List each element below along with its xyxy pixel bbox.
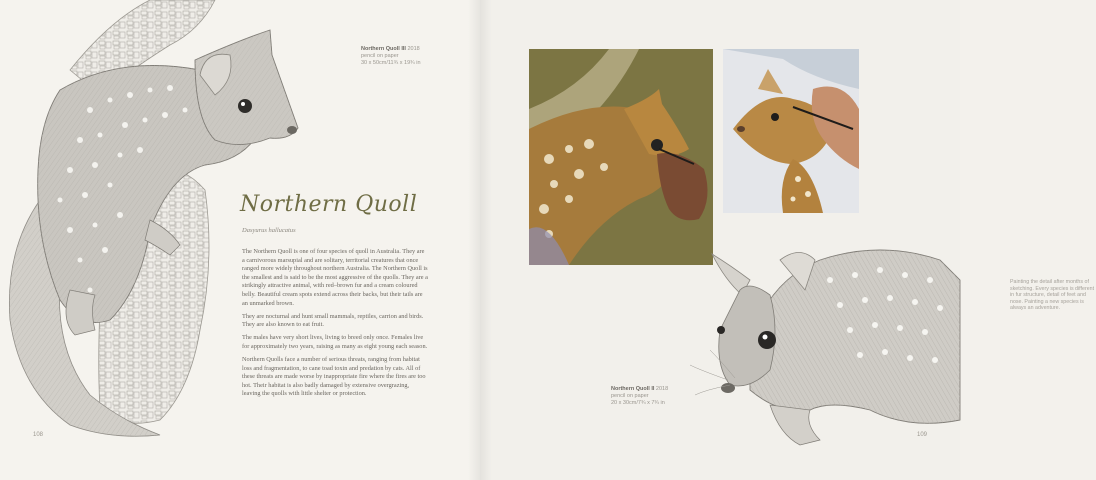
photo-caption: Painting the detail after months of sketching. Every species is different in fur structure, detail of feet and nose. Painting a new species is always an adventure. — [1010, 279, 1095, 312]
left-page — [0, 0, 480, 480]
paragraph: Northern Quolls face a number of serious threats, ranging from habitat loss and fragmentation, to cane toad toxin and predation by cats. All of these threats are made worse by inappropriate fire where the fires are too hot. Their habitat is also badly damaged by extensive overgrazing, leaving the quolls with little shelter or protection. — [242, 356, 426, 398]
painting-in-progress-image — [529, 49, 713, 265]
section-heading: Northern Quoll — [240, 192, 418, 217]
quoll-pencil-drawing-right — [710, 220, 960, 460]
paragraph: The males have very short lives, living to breed only once. Females live for approximately two years, raising as many as eight young each season. — [242, 334, 428, 350]
paragraph: They are nocturnal and hunt small mammals, reptiles, carrion and birds. They are also known to eat fruit. — [242, 312, 424, 329]
caption-year: 2018 — [655, 386, 669, 392]
caption-title: Northern Quoll III — [361, 46, 406, 52]
caption-medium: pencil on paper — [361, 53, 399, 59]
paragraph: The Northern Quoll is one of four species of quoll in Australia. They are a carnivorous marsupial and are solitary, territorial creatures that once ranged more widely throughout northern Australia. The Northern Quoll is the smallest and is said to be the most aggressive of the quolls. They are a strikingly attractive animal, with red–brown fur and a cream coloured belly. Beautiful cream spots extend across their backs, but their tails are an unmarked brown. — [242, 248, 428, 307]
book-gutter — [468, 0, 492, 480]
caption-size: 20 x 30cm/7¾ x 7¾ in — [611, 400, 665, 406]
caption-title: Northern Quoll II — [611, 386, 655, 392]
painting-detail-image — [723, 49, 859, 213]
caption-year: 2018 — [407, 46, 420, 52]
page-number-right: 109 — [917, 432, 928, 438]
page-number-left: 108 — [33, 432, 44, 438]
artwork-caption-left — [361, 46, 421, 67]
artwork-caption-right — [611, 386, 668, 407]
body-text — [242, 248, 428, 404]
caption-medium: pencil on paper — [611, 393, 649, 399]
painting-photo-1 — [529, 49, 713, 265]
right-page — [480, 0, 1095, 480]
caption-size: 30 x 50cm/11¾ x 19¾ in — [361, 60, 421, 66]
latin-name: Dasyurus hallucatus — [242, 227, 296, 234]
painting-photo-2 — [723, 49, 859, 213]
